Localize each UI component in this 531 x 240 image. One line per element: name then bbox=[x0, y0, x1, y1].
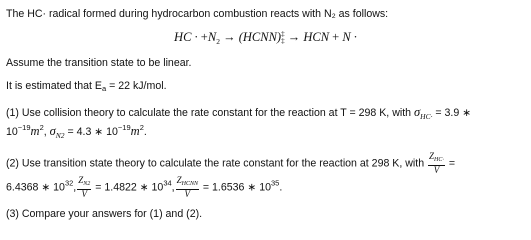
reactant-hc: HC · bbox=[174, 30, 201, 44]
sigma-hc-value: = 3.9 ∗ bbox=[432, 107, 472, 119]
sigma-n2: $\sigma_{N2}$ bbox=[49, 124, 65, 140]
sigma-hc: $\sigma_{HC\cdot}$ bbox=[413, 105, 433, 121]
question-2-line-1: (2) Use transition state theory to calculate the rate constant for the reaction at 298 K, with $\frac{Z_{HC\cdot}}{V}$ = bbox=[6, 151, 456, 175]
arrow-2: → bbox=[284, 30, 304, 44]
question-2-text: (2) Use transition state theory to calculate the rate constant for the reaction at 298 K, with bbox=[6, 157, 428, 170]
activation-energy: It is estimated that Ea = 22 kJ/mol. bbox=[6, 80, 167, 93]
intermediate-hcnn: (HCNN) ‡ ‡ bbox=[238, 30, 285, 46]
intro-text: The HC· radical formed during hydrocarbon combustion reacts with N₂ as follows: bbox=[6, 8, 389, 20]
arrow-1: → bbox=[219, 30, 239, 44]
question-1-line-2: $10^{-19}m^2$, $\sigma_{N2} = 4.3$ ∗ $10^{-19}m^2$. bbox=[6, 123, 147, 140]
reaction-equation bbox=[0, 30, 531, 46]
product-n: N · bbox=[342, 30, 357, 44]
question-1-text: (1) Use collision theory to calculate the rate constant for the reaction at T = 298 K, with bbox=[6, 107, 414, 119]
product-hcn: HCN bbox=[303, 30, 330, 44]
plus-sign-2: + bbox=[329, 30, 343, 44]
plus-sign-1: + bbox=[200, 30, 208, 44]
z-hcnn-over-v: $\frac{Z_{HCNN}}{V}$ bbox=[176, 175, 198, 199]
z-hc-over-v: $\frac{Z_{HC\cdot}}{V}$ bbox=[429, 151, 444, 175]
reactant-n2: $N_2$ bbox=[207, 30, 220, 46]
question-3-text: (3) Compare your answers for (1) and (2). bbox=[6, 208, 203, 220]
question-2-line-2: 6.4368 ∗ $10^{32}$, $\frac{Z_{N2}}{V}$ = 1.4822 ∗ $10^{34}$, $\frac{Z_{HCNN}}{V}$ = 1.6536 ∗ $10^{35}$. bbox=[6, 175, 283, 199]
z-n2-over-v: $\frac{Z_{N2}}{V}$ bbox=[78, 175, 91, 199]
transition-note: Assume the transition state to be linear. bbox=[6, 57, 192, 69]
